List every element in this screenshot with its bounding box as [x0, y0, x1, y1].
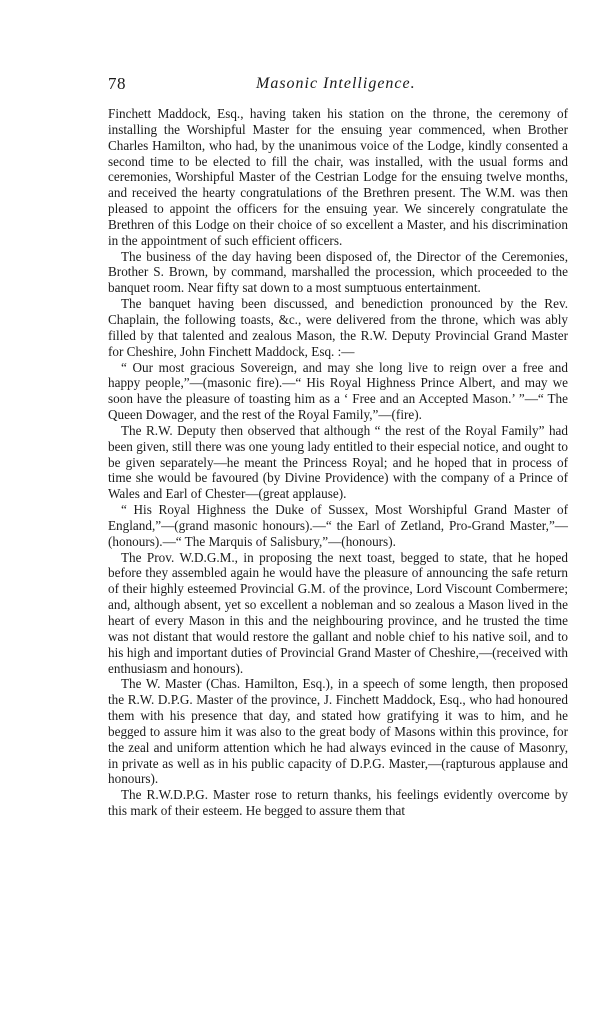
paragraph-princess-royal: The R.W. Deputy then observed that although “ the rest of the Royal Family” had been given, still there was one young lady entitled to their especial notice, and ought to be given separately—he meant the Princess Royal; and he hoped that in process of time she would be favoured (by Divine Providence) with the company of a Prince of Wales and Earl of Chester—(great applause).: [108, 422, 568, 502]
page-number: 78: [108, 74, 126, 93]
article-body: [108, 106, 568, 819]
paragraph-wm-speech: The W. Master (Chas. Hamilton, Esq.), in a speech of some length, then proposed the R.W. D.P.G. Master of the province, J. Finchett Maddock, Esq., who had honoured them with his presence that day, and stated how gratifying it was to him, and he begged to assure him it was also to the great body of Masons within this province, for the zeal and uniform attention which he had always evinced in the cause of Masonry, in private as well as in his public capacity of D.P.G. Master,—(rapturous applause and honours).: [108, 676, 568, 787]
paragraph-banquet: The banquet having been discussed, and benediction pronounced by the Rev. Chaplain, the following toasts, &c., were delivered from the throne, which was ably filled by that talented and zealous Mason, the R.W. Deputy Provincial Grand Master for Cheshire, John Finchett Maddock, Esq. :—: [108, 296, 568, 359]
running-head: [108, 74, 566, 96]
paragraph-thanks: The R.W.D.P.G. Master rose to return thanks, his feelings evidently overcome by this mark of their esteem. He begged to assure them that: [108, 787, 568, 819]
paragraph-procession: The business of the day having been disposed of, the Director of the Ceremonies, Brother S. Brown, by command, marshalled the procession, which proceeded to the banquet room. Near fifty sat down to a most sumptuous entertainment.: [108, 248, 568, 296]
paragraph-toast-sussex: “ His Royal Highness the Duke of Sussex, Most Worshipful Grand Master of England,”—(grand masonic honours).—“ the Earl of Zetland, Pro-Grand Master,”—(honours).—“ The Marquis of Salisbury,”—(honours).: [108, 502, 568, 549]
running-title: Masonic Intelligence.: [256, 75, 416, 92]
paragraph-toast-sovereign: “ Our most gracious Sovereign, and may she long live to reign over a free and happy people,”—(masonic fire).—“ His Royal Highness Prince Albert, and may we soon have the pleasure of toasting him as a ‘ Free and an Accepted Mason.’ ”—“ The Queen Dowager, and the rest of the Royal Family,”—(fire).: [108, 359, 568, 423]
paragraph-combermere: The Prov. W.D.G.M., in proposing the next toast, begged to state, that he hoped before they assembled again he would have the pleasure of announcing the safe return of their highly esteemed Provincial G.M. of the province, Lord Viscount Combermere; and, although absent, yet so excellent a nobleman and so zealous a Mason lived in the heart of every Mason in this and the neighbouring province, and he trusted the time was not distant that would restore the gallant and noble chief to his native soil, and to his high and important duties of Provincial Grand Master of Cheshire,—(received with enthusiasm and honours).: [108, 549, 568, 676]
paragraph-installation: Finchett Maddock, Esq., having taken his station on the throne, the ceremony of installing the Worshipful Master for the ensuing year commenced, when Brother Charles Hamilton, who had, by the unanimous voice of the Lodge, kindly consented a second time to be elected to fill the chair, was installed, with the usual forms and ceremonies, Worshipful Master of the Cestrian Lodge for the ensuing twelve months, and received the hearty congratulations of the Brethren present. The W.M. was then pleased to appoint the officers for the ensuing year. We sincerely congratulate the Brethren of this Lodge on their choice of so excellent a Master, and his discrimination in the appointment of such efficient officers.: [108, 106, 568, 248]
